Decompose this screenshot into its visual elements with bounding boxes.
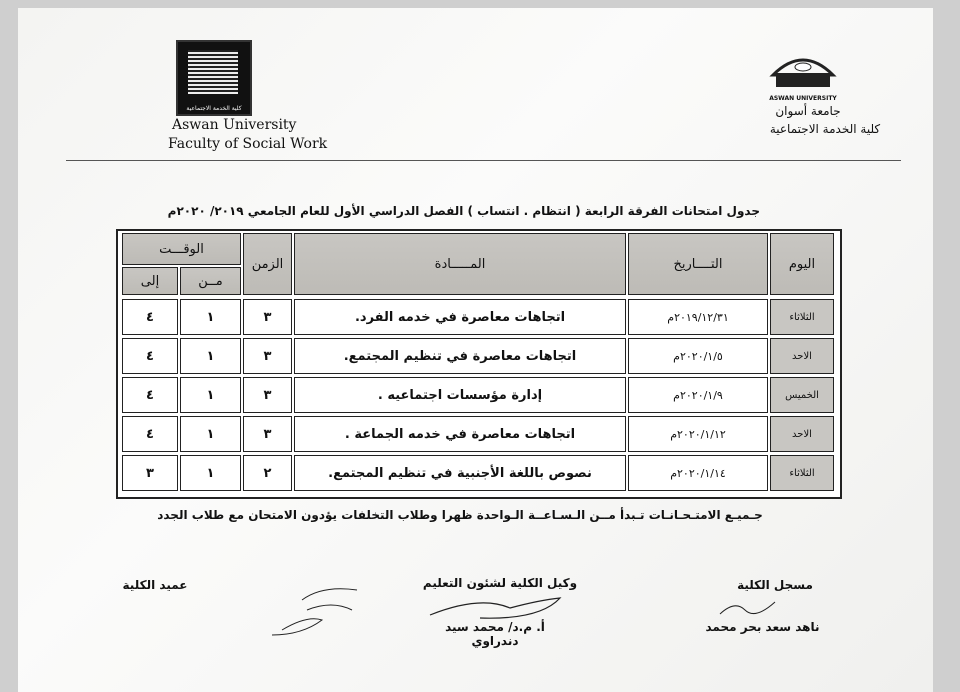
cell-day: الثلاثاء bbox=[770, 299, 834, 335]
header-date: التــــاريخ bbox=[628, 233, 768, 295]
en-university: Aswan University bbox=[172, 117, 297, 133]
registrar-signature bbox=[715, 596, 785, 618]
header-from: مــن bbox=[180, 267, 241, 295]
university-logo-caption: ASWAN UNIVERSITY bbox=[769, 95, 837, 102]
header-to: إلى bbox=[122, 267, 178, 295]
registrar-title: مسجل الكلية bbox=[737, 578, 813, 592]
cell-from: ١ bbox=[180, 338, 241, 374]
cell-to: ٤ bbox=[122, 416, 178, 452]
cell-to: ٣ bbox=[122, 455, 178, 491]
cell-date: ٢٠٢٠/١/١٢م bbox=[628, 416, 768, 452]
cell-from: ١ bbox=[180, 377, 241, 413]
cell-date: ٢٠٢٠/١/٥م bbox=[628, 338, 768, 374]
cell-duration: ٣ bbox=[243, 377, 292, 413]
vice-dean-name: أ. م.د/ محمد سيد دندراوي bbox=[445, 620, 545, 648]
cell-from: ١ bbox=[180, 299, 241, 335]
cell-to: ٤ bbox=[122, 299, 178, 335]
vice-dean-title: وكيل الكلية لشئون التعليم bbox=[422, 576, 578, 590]
cell-date: ٢٠٢٠/١/٩م bbox=[628, 377, 768, 413]
faculty-logo: كلية الخدمة الاجتماعية bbox=[176, 40, 252, 116]
exam-note: جـميـع الامتـحـانـات تـبدأ مــن الـسـاعــة الـواحدة ظهرا وطلاب التخلفات يؤدون الامتحان مع طلاب الجدد bbox=[157, 508, 763, 522]
header-divider bbox=[66, 160, 901, 161]
ar-faculty: كلية الخدمة الاجتماعية bbox=[769, 122, 881, 136]
header-day: اليوم bbox=[770, 233, 834, 295]
cell-subject: إدارة مؤسسات اجتماعيه . bbox=[294, 377, 626, 413]
registrar-name: ناهد سعد بحر محمد bbox=[705, 620, 820, 634]
ar-university: جامعة أسوان bbox=[775, 104, 841, 118]
cell-subject: اتجاهات معاصرة في تنظيم المجتمع. bbox=[294, 338, 626, 374]
cell-day: الثلاثاء bbox=[770, 455, 834, 491]
cell-duration: ٣ bbox=[243, 338, 292, 374]
schedule-title: جدول امتحانات الفرقة الرابعة ( انتظام . انتساب ) الفصل الدراسي الأول للعام الجامعي ٢٠١٩/ ٢٠٢٠م bbox=[167, 204, 760, 218]
header-time: الوقـــت bbox=[122, 233, 241, 265]
cell-day: الاحد bbox=[770, 338, 834, 374]
cell-from: ١ bbox=[180, 455, 241, 491]
cell-to: ٤ bbox=[122, 377, 178, 413]
cell-date: ٢٠٢٠/١/١٤م bbox=[628, 455, 768, 491]
cell-subject: اتجاهات معاصرة في خدمه الجماعة . bbox=[294, 416, 626, 452]
header-subject: المـــــادة bbox=[294, 233, 626, 295]
cell-subject: نصوص باللغة الأجنبية في تنظيم المجتمع. bbox=[294, 455, 626, 491]
cell-to: ٤ bbox=[122, 338, 178, 374]
dean-signature bbox=[262, 580, 362, 640]
university-logo bbox=[768, 45, 838, 93]
cell-date: ٢٠١٩/١٢/٣١م bbox=[628, 299, 768, 335]
cell-subject: اتجاهات معاصرة في خدمه الفرد. bbox=[294, 299, 626, 335]
cell-duration: ٣ bbox=[243, 299, 292, 335]
header-duration: الزمن bbox=[243, 233, 292, 295]
cell-day: الخميس bbox=[770, 377, 834, 413]
cell-duration: ٣ bbox=[243, 416, 292, 452]
cell-from: ١ bbox=[180, 416, 241, 452]
exam-schedule-table bbox=[116, 229, 842, 499]
dean-title: عميد الكلية bbox=[122, 578, 188, 592]
cell-day: الاحد bbox=[770, 416, 834, 452]
en-faculty: Faculty of Social Work bbox=[168, 136, 328, 152]
cell-duration: ٢ bbox=[243, 455, 292, 491]
